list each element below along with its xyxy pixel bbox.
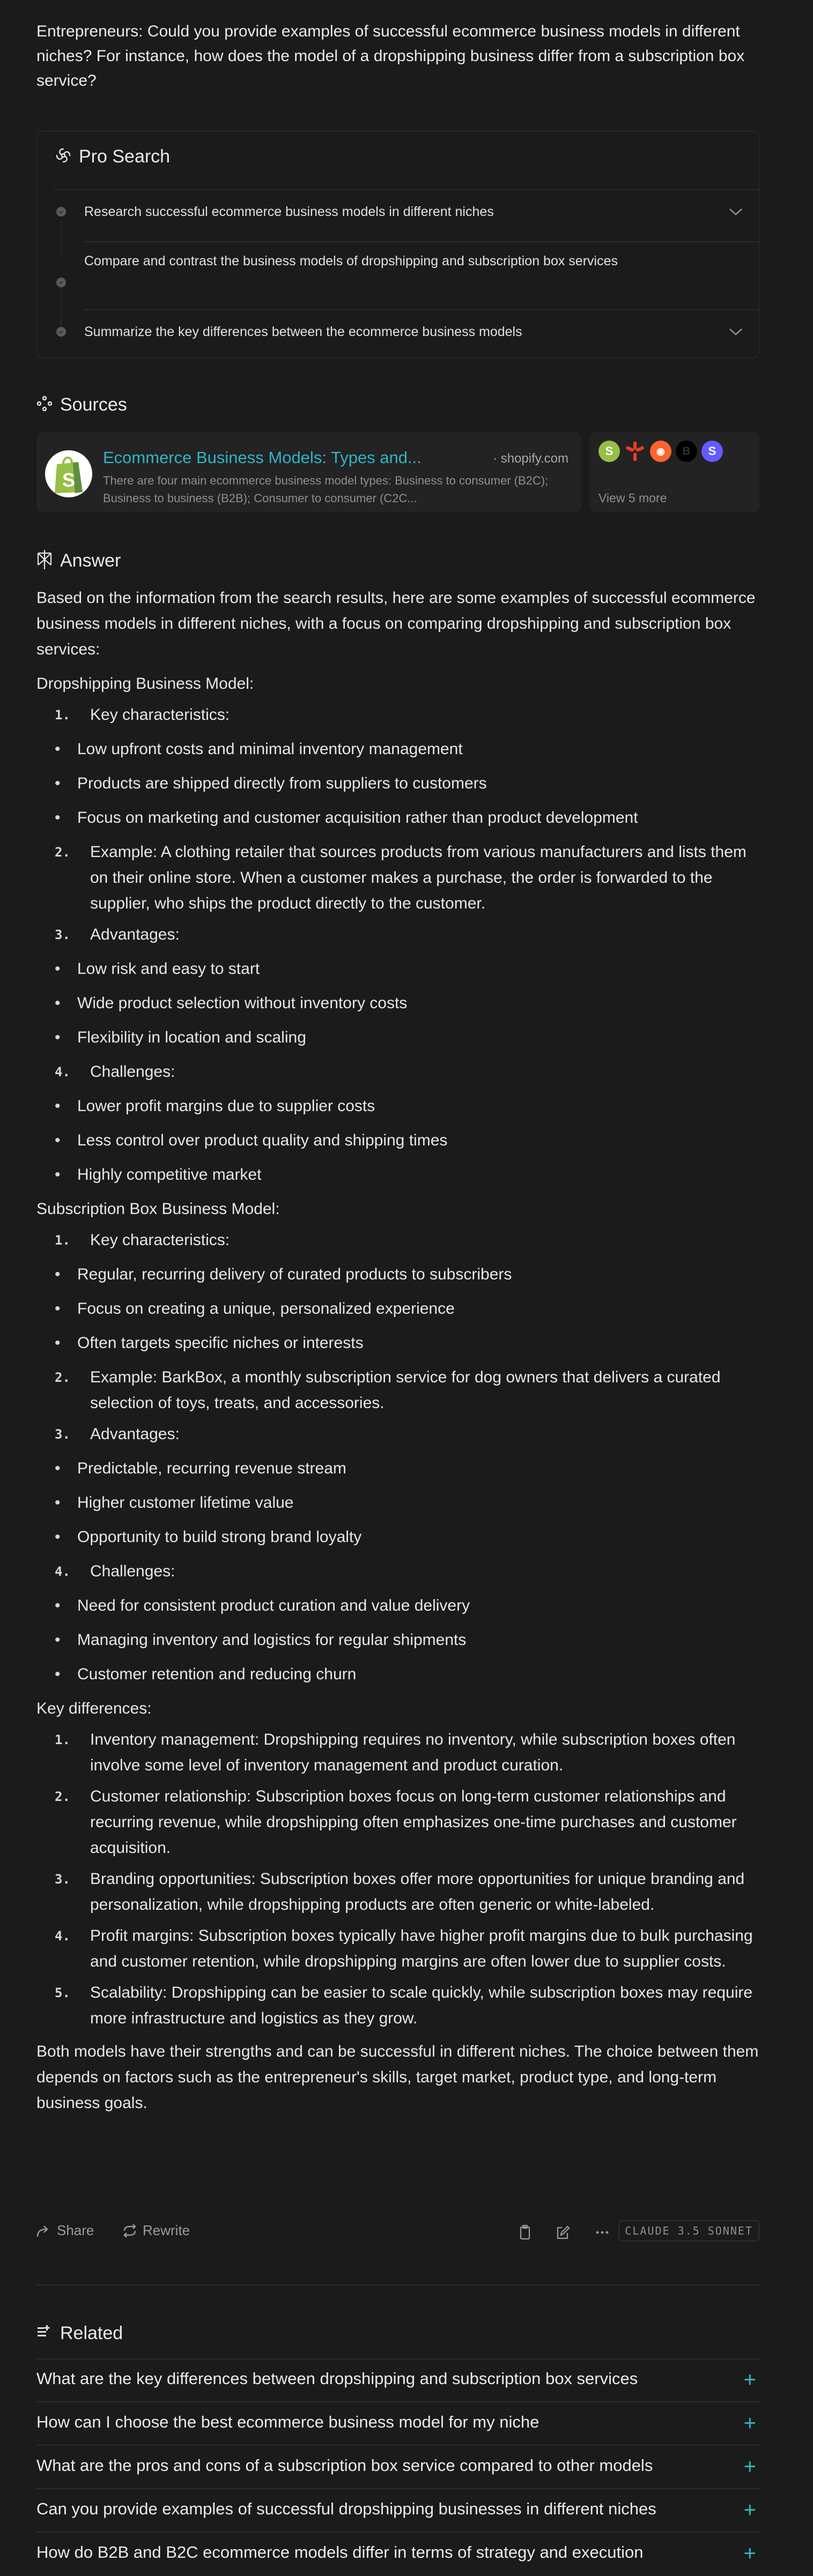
item-text: Advantages: [90,1425,180,1443]
related-question[interactable] [36,2533,759,2576]
item-text: Customer relationship: Subscription boxes focus on long-term customer relationships and recurring revenue, while dropshipping often emphasizes one-time purchases and customer acquisition. [90,1788,737,1857]
bullet-item [36,736,759,762]
sources-icon [36,396,53,414]
bullet-icon: • [55,1665,61,1683]
bullet-icon: • [55,1029,61,1046]
divider [36,2284,759,2285]
source-snippet: There are four main ecommerce business model types: Business to consumer (B2C); Business to business (B2B); Consumer to consumer (C2C... [103,474,549,505]
item-text: Branding opportunities: Subscription boxes offer more opportunities for unique branding and personalization, while dropshipping products are often generic or white-labeled. [90,1870,745,1914]
bullet-icon: • [55,994,61,1012]
item-text: Key characteristics: [90,1231,230,1249]
item-text: Advantages: [90,926,180,943]
bullet-item [36,1662,759,1687]
bullet-item [36,1627,759,1653]
bullet-item [36,956,759,982]
item-number: 3. [55,927,70,942]
shopify-logo-icon [45,450,92,497]
bullet-text: Low upfront costs and minimal inventory management [77,740,463,758]
step-label: Summarize the key differences between the ecommerce business models [84,324,522,339]
bullet-icon: • [55,1631,61,1649]
step-summarize[interactable] [37,321,759,343]
share-label: Share [57,2222,94,2238]
numbered-item [36,1421,759,1447]
model-badge: CLAUDE 3.5 SONNET [618,2220,759,2242]
bullet-item [36,771,759,796]
answer-section-heading: Subscription Box Business Model: [36,1200,280,1218]
numbered-item [36,1866,759,1918]
bullet-text: Opportunity to build strong brand loyalty [77,1528,362,1546]
semrush-icon: ◉ [650,441,671,462]
share-icon [36,2224,51,2238]
related-question-text: How do B2B and B2C ecommerce models differ in terms of strategy and execution [36,2543,644,2562]
bullet-item [36,1330,759,1356]
divider [54,189,759,190]
numbered-item [36,1365,759,1416]
answer-title: Answer [60,550,121,571]
divider [36,2401,759,2402]
item-number: 4. [55,1929,70,1944]
step-compare[interactable] [37,250,759,293]
item-number: 5. [55,1985,70,2000]
user-question: Entrepreneurs: Could you provide examples of successful ecommerce business models in different niches? For instance, how does the model of a dropshipping business differ from a subscription box service? [36,23,745,90]
related-question[interactable] [36,2490,759,2533]
share-button[interactable] [36,2222,94,2239]
bullet-icon: • [55,960,61,978]
item-number: 3. [55,1427,70,1442]
pro-search-icon [54,146,72,167]
bullet-icon: • [55,1494,61,1512]
numbered-item [36,1923,759,1975]
rewrite-label: Rewrite [143,2222,190,2238]
bullet-item [36,1262,759,1287]
numbered-item [36,1784,759,1861]
bullet-item [36,1456,759,1481]
sources-title: Sources [60,394,127,415]
yelp-icon [624,441,646,462]
rewrite-button[interactable] [122,2222,190,2239]
plus-icon[interactable]: + [743,2498,756,2522]
item-number: 3. [55,1872,70,1887]
bullet-icon: • [55,1528,61,1546]
bullet-text: Often targets specific niches or interests [77,1334,364,1352]
bullet-icon: • [55,740,61,758]
bullet-text: Focus on creating a unique, personalized experience [77,1300,455,1317]
related-question-text: Can you provide examples of successful dropshipping businesses in different niches [36,2499,656,2518]
bullet-icon: • [55,1265,61,1283]
answer-header [36,549,121,573]
related-title: Related [60,2323,123,2343]
numbered-item [36,1980,759,2031]
edit-icon[interactable] [555,2224,571,2240]
bullet-item [36,1490,759,1516]
bullet-text: Highly competitive market [77,1166,262,1183]
bullet-icon: • [55,1597,61,1614]
pro-search-header [54,146,170,167]
bullet-text: Managing inventory and logistics for regular shipments [77,1631,467,1649]
chevron-down-icon[interactable] [728,326,744,337]
view-more-sources-card[interactable] [590,432,759,512]
chevron-down-icon[interactable] [728,206,744,217]
bullet-text: Less control over product quality and shipping times [77,1131,448,1149]
pro-search-card [36,131,759,358]
item-text: Inventory management: Dropshipping requires no inventory, while subscription boxes often involve some level of inventory management and product curation. [90,1731,736,1774]
bullet-text: Low risk and easy to start [77,960,260,978]
answer-intro: Based on the information from the search results, here are some examples of successful ecommerce business models in different niches, with a focus on comparing dropshipping and subscription box services: [36,589,756,658]
check-icon [56,327,66,337]
bullet-item [36,1025,759,1051]
bullet-icon: • [55,1460,61,1477]
item-number: 1. [55,708,70,723]
bullet-item [36,1296,759,1322]
plus-icon[interactable]: + [743,2411,756,2435]
divider [36,2445,759,2446]
related-question[interactable] [36,2359,759,2402]
item-number: 4. [55,1064,70,1079]
bullet-text: Need for consistent product curation and value delivery [77,1597,470,1614]
item-number: 1. [55,1233,70,1248]
divider [36,2532,759,2533]
answer-section-heading: Key differences: [36,1700,152,1717]
bullet-text: Lower profit margins due to supplier costs [77,1097,375,1115]
related-question-text: What are the key differences between dropshipping and subscription box services [36,2369,638,2388]
item-number: 4. [55,1564,70,1579]
item-number: 2. [55,1370,70,1385]
item-text: Challenges: [90,1562,175,1580]
more-options-icon[interactable] [594,2224,610,2240]
answer-body [36,585,759,2125]
answer-icon [36,549,53,573]
bullet-item [36,805,759,831]
bullet-item [36,991,759,1016]
answer-section-heading: Dropshipping Business Model: [36,675,254,693]
bullet-icon: • [55,1334,61,1352]
bullet-item [36,1162,759,1188]
bullet-text: Predictable, recurring revenue stream [77,1460,346,1477]
item-text: Challenges: [90,1063,175,1081]
item-text: Profit margins: Subscription boxes typically have higher profit margins due to bulk purchasing and customer retention, while dropshipping margins are often lower due to supplier costs. [90,1927,753,1970]
answer-actions [36,2219,759,2246]
bullet-icon: • [55,809,61,827]
numbered-item [36,1227,759,1253]
answer-conclusion: Both models have their strengths and can be successful in different niches. The choice between them depends on factors such as the entrepreneur's skills, target market, product type, and long-term business goals. [36,2043,759,2112]
item-text: Scalability: Dropshipping can be easier to scale quickly, while subscription boxes may require more infrastructure and logistics as they grow. [90,1984,753,2027]
bullet-text: Products are shipped directly from suppliers to customers [77,775,487,792]
related-icon [36,2324,53,2343]
bullet-text: Higher customer lifetime value [77,1494,294,1512]
plus-icon[interactable]: + [743,2455,756,2478]
related-question-text: What are the pros and cons of a subscription box service compared to other models [36,2456,653,2475]
rewrite-icon [122,2223,137,2238]
bullet-icon: • [55,775,61,792]
plus-icon[interactable]: + [743,2368,756,2392]
numbered-item [36,702,759,728]
related-question[interactable] [36,2403,759,2446]
bullet-text: Focus on marketing and customer acquisition rather than product development [77,809,638,827]
shopify-icon: S [598,441,620,462]
bullet-item [36,1093,759,1119]
related-header [36,2323,123,2344]
source-title-link[interactable]: Ecommerce Business Models: Types and... [103,448,422,467]
numbered-item [36,922,759,948]
item-number: 2. [55,845,70,860]
divider [84,241,759,242]
svg-text:S: S [62,469,76,491]
source-domain: · shopify.com [493,451,568,466]
view-more-label: View 5 more [598,491,667,505]
bullet-icon: • [55,1131,61,1149]
item-number: 1. [55,1732,70,1747]
bullet-text: Wide product selection without inventory costs [77,994,408,1012]
bullet-icon: • [55,1166,61,1183]
step-label: Compare and contrast the business models of dropshipping and subscription box services [84,254,618,269]
related-question[interactable] [36,2446,759,2489]
numbered-item [36,839,759,917]
bullet-item [36,1524,759,1550]
source-card[interactable] [36,432,581,512]
numbered-item [36,1059,759,1085]
favicon-row [598,441,723,462]
bullet-item [36,1593,759,1619]
step-research[interactable] [37,201,759,222]
item-text: Example: A clothing retailer that sources products from various manufacturers and lists them on their online store. When a customer makes a purchase, the order is forwarded to the supplier, who ships the product directly to the customer. [90,843,747,912]
bullet-icon: • [55,1300,61,1317]
numbered-item [36,1559,759,1584]
divider [84,309,759,310]
item-number: 2. [55,1789,70,1804]
item-text: Example: BarkBox, a monthly subscription service for dog owners that delivers a curated selection of toys, treats, and accessories. [90,1368,721,1412]
bullet-item [36,1128,759,1153]
bigcommerce-icon: B [676,441,697,462]
copy-clipboard-icon[interactable] [517,2224,533,2240]
plus-icon[interactable]: + [743,2542,756,2565]
item-text: Key characteristics: [90,706,230,724]
pro-search-title: Pro Search [79,146,171,167]
answer-sections [36,671,759,2031]
related-question-text: How can I choose the best ecommerce business model for my niche [36,2413,539,2431]
bullet-text: Customer retention and reducing churn [77,1665,357,1683]
check-icon [56,207,66,217]
step-label: Research successful ecommerce business models in different niches [84,204,494,219]
divider [36,2488,759,2489]
check-icon [56,278,66,287]
bullet-text: Flexibility in location and scaling [77,1029,306,1046]
bullet-icon: • [55,1097,61,1115]
bullet-text: Regular, recurring delivery of curated products to subscribers [77,1265,512,1283]
numbered-item [36,1727,759,1778]
stripe-icon: S [701,441,723,462]
sources-header [36,394,127,415]
